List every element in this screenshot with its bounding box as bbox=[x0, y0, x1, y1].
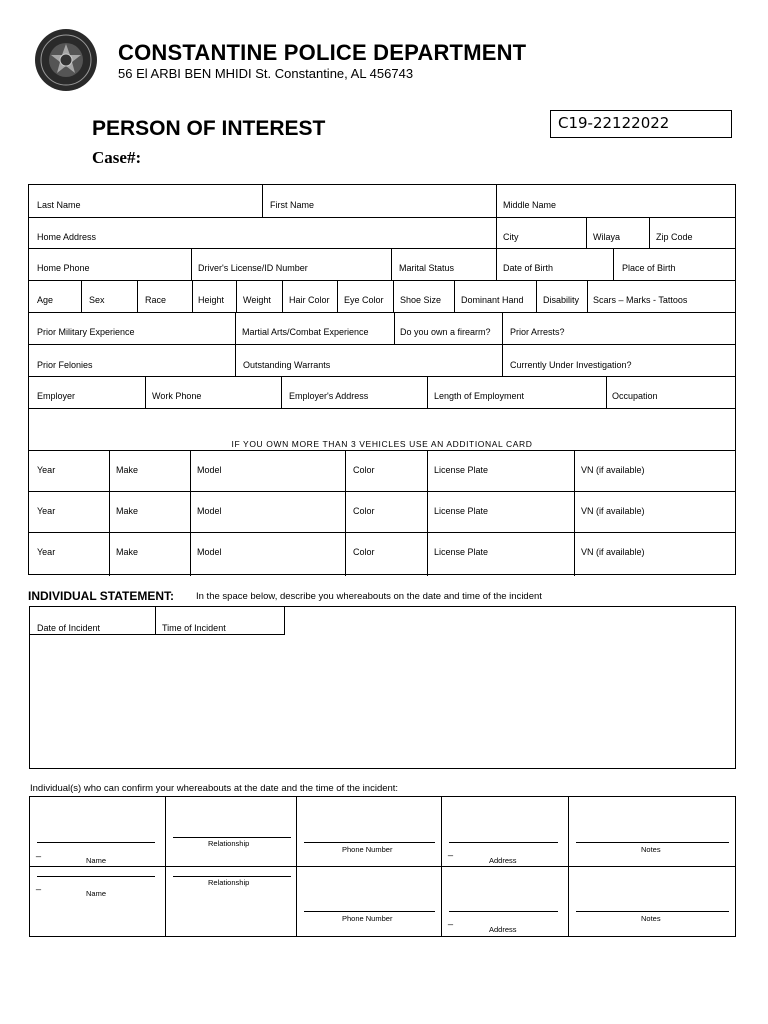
field-occupation[interactable]: Occupation bbox=[612, 391, 658, 401]
vehicle-2-vin[interactable]: VN (if available) bbox=[581, 506, 645, 516]
field-martial-arts[interactable]: Martial Arts/Combat Experience bbox=[242, 327, 369, 337]
vehicle-1-year[interactable]: Year bbox=[37, 465, 56, 475]
witness-2-relationship[interactable]: Relationship bbox=[208, 878, 250, 887]
witness-2-address[interactable]: Address bbox=[489, 925, 517, 934]
vehicle-1-license-plate[interactable]: License Plate bbox=[434, 465, 489, 475]
vehicle-notice: IF YOU OWN MORE THAN 3 VEHICLES USE AN ADDITIONAL CARD bbox=[231, 439, 533, 449]
field-disability[interactable]: Disability bbox=[543, 295, 580, 305]
field-prior-arrests[interactable]: Prior Arrests? bbox=[510, 327, 565, 337]
statement-box[interactable] bbox=[29, 606, 736, 769]
vehicle-1-color[interactable]: Color bbox=[353, 465, 375, 475]
case-number-field[interactable]: C19-22122022 bbox=[550, 110, 732, 138]
field-eye-color[interactable]: Eye Color bbox=[344, 295, 384, 305]
field-work-phone[interactable]: Work Phone bbox=[152, 391, 202, 401]
time-of-incident-field[interactable]: Time of Incident bbox=[162, 623, 226, 633]
field-employers-address[interactable]: Employer's Address bbox=[289, 391, 369, 401]
vehicle-3-license-plate[interactable]: License Plate bbox=[434, 547, 489, 557]
witness-2-name[interactable]: Name bbox=[86, 889, 107, 898]
field-place-of-birth[interactable]: Place of Birth bbox=[622, 263, 676, 273]
field-last-name[interactable]: Last Name bbox=[37, 200, 81, 210]
field-prior-military[interactable]: Prior Military Experience bbox=[37, 327, 135, 337]
field-dominant-hand[interactable]: Dominant Hand bbox=[461, 295, 524, 305]
field-shoe-size[interactable]: Shoe Size bbox=[400, 295, 442, 305]
witness-1-name[interactable]: Name bbox=[86, 856, 107, 865]
witness-2-notes[interactable]: Notes bbox=[641, 914, 661, 923]
statement-title: INDIVIDUAL STATEMENT: bbox=[28, 589, 174, 603]
field-first-name[interactable]: First Name bbox=[270, 200, 315, 210]
statement-description: In the space below, describe you whereabouts on the date and time of the incident bbox=[196, 591, 542, 602]
department-address: 56 El ARBI BEN MHIDI St. Constantine, AL 456743 bbox=[118, 66, 414, 81]
field-home-address[interactable]: Home Address bbox=[37, 232, 97, 242]
field-middle-name[interactable]: Middle Name bbox=[503, 200, 557, 210]
witness-1-address[interactable]: Address bbox=[489, 856, 517, 865]
department-name: CONSTANTINE POLICE DEPARTMENT bbox=[118, 40, 527, 65]
field-height[interactable]: Height bbox=[198, 295, 225, 305]
field-scars-marks-tattoos[interactable]: Scars – Marks - Tattoos bbox=[593, 295, 688, 305]
vehicle-2-license-plate[interactable]: License Plate bbox=[434, 506, 489, 516]
vehicle-3-year[interactable]: Year bbox=[37, 547, 56, 557]
field-marital-status[interactable]: Marital Status bbox=[399, 263, 455, 273]
field-wilaya[interactable]: Wilaya bbox=[593, 232, 621, 242]
personal-info-table bbox=[28, 184, 736, 575]
date-of-incident-field[interactable]: Date of Incident bbox=[37, 623, 101, 633]
vehicle-3-color[interactable]: Color bbox=[353, 547, 375, 557]
witness-1-relationship[interactable]: Relationship bbox=[208, 839, 250, 848]
field-sex[interactable]: Sex bbox=[89, 295, 105, 305]
field-home-phone[interactable]: Home Phone bbox=[37, 263, 90, 273]
form-title: PERSON OF INTEREST bbox=[92, 117, 326, 140]
vehicle-1-make[interactable]: Make bbox=[116, 465, 139, 475]
witness-1-phone[interactable]: Phone Number bbox=[342, 845, 393, 854]
field-drivers-license[interactable]: Driver's License/ID Number bbox=[198, 263, 308, 273]
vehicle-3-vin[interactable]: VN (if available) bbox=[581, 547, 645, 557]
vehicle-1-vin[interactable]: VN (if available) bbox=[581, 465, 645, 475]
field-own-firearm[interactable]: Do you own a firearm? bbox=[400, 327, 491, 337]
field-length-of-employment[interactable]: Length of Employment bbox=[434, 391, 525, 401]
field-hair-color[interactable]: Hair Color bbox=[289, 295, 330, 305]
vehicle-1-model[interactable]: Model bbox=[197, 465, 222, 475]
field-date-of-birth[interactable]: Date of Birth bbox=[503, 263, 554, 273]
vehicle-3-model[interactable]: Model bbox=[197, 547, 222, 557]
police-seal-icon bbox=[34, 28, 98, 92]
field-outstanding-warrants[interactable]: Outstanding Warrants bbox=[243, 360, 331, 370]
field-weight[interactable]: Weight bbox=[243, 295, 271, 305]
field-employer[interactable]: Employer bbox=[37, 391, 76, 401]
vehicle-3-make[interactable]: Make bbox=[116, 547, 139, 557]
vehicle-2-model[interactable]: Model bbox=[197, 506, 222, 516]
case-label: Case#: bbox=[92, 148, 142, 167]
vehicle-2-year[interactable]: Year bbox=[37, 506, 56, 516]
field-under-investigation[interactable]: Currently Under Investigation? bbox=[510, 360, 632, 370]
witness-1-notes[interactable]: Notes bbox=[641, 845, 661, 854]
field-prior-felonies[interactable]: Prior Felonies bbox=[37, 360, 93, 370]
witness-2-phone[interactable]: Phone Number bbox=[342, 914, 393, 923]
vehicle-2-make[interactable]: Make bbox=[116, 506, 139, 516]
witnesses-title: Individual(s) who can confirm your whereabouts at the date and the time of the incident: bbox=[30, 783, 399, 794]
vehicle-2-color[interactable]: Color bbox=[353, 506, 375, 516]
witnesses-table: _ Name Relationship Phone Number _ Address Notes _ Name Relationship Phone Number _ Address Notes bbox=[29, 796, 736, 937]
field-age[interactable]: Age bbox=[37, 295, 54, 305]
field-city[interactable]: City bbox=[503, 232, 519, 242]
field-race[interactable]: Race bbox=[145, 295, 167, 305]
field-zip-code[interactable]: Zip Code bbox=[656, 232, 693, 242]
